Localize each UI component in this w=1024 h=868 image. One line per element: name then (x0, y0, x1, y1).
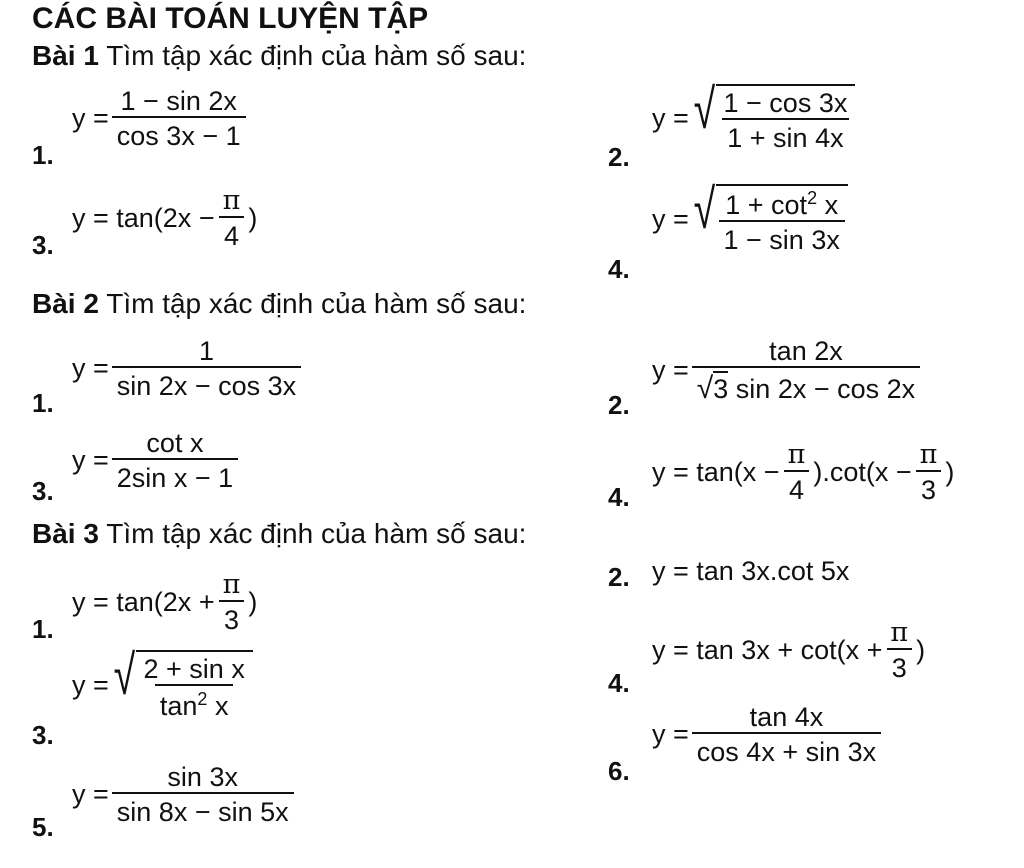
denominator: cos 4x + sin 3x (692, 732, 881, 767)
item-number: 4. (608, 254, 630, 284)
exercise-label: Bài 1 (32, 40, 99, 71)
radical-sign: √ (693, 177, 715, 240)
eq-sign: y = (72, 670, 109, 701)
item-number: 4. (608, 482, 630, 512)
fraction (719, 188, 845, 255)
formula-b3-5 (72, 762, 297, 827)
exponent: 2 (197, 689, 208, 710)
formula-text: y = tan 3x.cot 5x (652, 556, 850, 586)
numerator: cot x (146, 428, 204, 458)
formula-b1-2 (652, 77, 855, 154)
formula-text: y = tan 3x + cot(x + (652, 635, 883, 666)
eq-sign: y = (72, 103, 109, 134)
denominator (692, 366, 920, 406)
item-number: 1. (32, 614, 54, 644)
formula-text: ) (248, 587, 258, 618)
denominator: 3 (219, 600, 244, 635)
numerator: π (890, 617, 909, 648)
denominator: 1 + sin 4x (722, 118, 848, 153)
square-root (689, 77, 856, 154)
formula-b3-6 (652, 702, 884, 767)
numerator: 1 − sin 2x (120, 86, 237, 116)
formula-text: y = tan(x − (652, 457, 780, 488)
item-number: 5. (32, 812, 54, 842)
denominator-part: x (214, 691, 229, 722)
item-number: 2. (608, 390, 630, 420)
fraction (719, 88, 853, 153)
item-number: 1. (32, 140, 54, 170)
exercise-1-heading (32, 40, 526, 72)
fraction (218, 186, 246, 251)
formula-text: y = tan(2x + (72, 587, 215, 618)
formula-b1-1 (72, 86, 249, 151)
radicand (136, 650, 253, 721)
inline-root (697, 371, 729, 406)
numerator: 1 − cos 3x (723, 88, 848, 118)
exercise-instruction: Tìm tập xác định của hàm số sau: (106, 288, 527, 319)
denominator: 4 (219, 216, 244, 251)
numerator: tan 2x (769, 336, 843, 366)
radical-sign: √ (696, 372, 714, 406)
formula-b1-4 (652, 177, 848, 256)
formula-b3-1 (72, 570, 257, 635)
fraction (692, 336, 920, 406)
numerator: tan 4x (749, 702, 824, 732)
denominator: sin 2x − cos 3x (112, 366, 301, 401)
denominator-part: sin 2x − cos 2x (735, 374, 916, 405)
eq-sign: y = (652, 204, 689, 235)
page-title: CÁC BÀI TOÁN LUYỆN TẬP (32, 2, 429, 35)
formula-b3-2 (652, 558, 849, 585)
formula-text: ) (916, 635, 926, 666)
formula-b1-3 (72, 186, 257, 251)
numerator: π (787, 439, 806, 470)
numerator: π (222, 185, 241, 216)
eq-sign: y = (652, 103, 689, 134)
exercise-instruction: Tìm tập xác định của hàm số sau: (106, 518, 527, 549)
eq-sign: y = (652, 719, 689, 750)
square-root (689, 177, 848, 256)
fraction (112, 336, 301, 401)
radical-sign: √ (113, 643, 135, 706)
numerator-part: x (824, 190, 839, 220)
formula-b2-3 (72, 428, 241, 493)
fraction (783, 440, 811, 505)
fraction (218, 570, 246, 635)
item-number: 2. (608, 142, 630, 172)
formula-text: ).cot(x − (813, 457, 912, 488)
exercise-label: Bài 2 (32, 288, 99, 319)
eq-sign: y = (652, 355, 689, 386)
denominator-part: tan (159, 691, 198, 722)
formula-b2-1 (72, 336, 304, 401)
numerator (720, 188, 843, 220)
item-number: 3. (32, 476, 54, 506)
denominator: cos 3x − 1 (112, 116, 246, 151)
item-number: 6. (608, 756, 630, 786)
denominator: 1 − sin 3x (719, 220, 845, 255)
item-number: 3. (32, 230, 54, 260)
formula-text: ) (248, 203, 258, 234)
numerator-part: 1 + cot (725, 190, 808, 220)
fraction (885, 618, 913, 683)
square-root (109, 643, 253, 722)
numerator: 1 (198, 336, 214, 366)
numerator: π (222, 569, 241, 600)
fraction (139, 654, 250, 721)
denominator (155, 684, 234, 721)
item-number: 1. (32, 388, 54, 418)
denominator: 4 (784, 470, 809, 505)
exercise-2-heading (32, 288, 526, 320)
formula-text: ) (945, 457, 955, 488)
item-number: 2. (608, 562, 630, 592)
eq-sign: y = (72, 353, 109, 384)
numerator: 2 + sin x (143, 654, 245, 684)
radicand: 3 (713, 371, 728, 404)
exercise-3-heading (32, 518, 526, 550)
exercise-label: Bài 3 (32, 518, 99, 549)
denominator: 3 (887, 648, 912, 683)
item-number: 3. (32, 720, 54, 750)
formula-b3-4 (652, 618, 925, 683)
exercise-instruction: Tìm tập xác định của hàm số sau: (106, 40, 527, 71)
radical-sign: √ (693, 77, 715, 140)
exponent: 2 (807, 188, 818, 208)
denominator: 2sin x − 1 (112, 458, 238, 493)
denominator: 3 (916, 470, 941, 505)
radicand (716, 84, 856, 153)
formula-text: y = tan(2x − (72, 203, 215, 234)
eq-sign: y = (72, 445, 109, 476)
radicand (716, 184, 848, 255)
denominator: sin 8x − sin 5x (112, 792, 294, 827)
numerator: sin 3x (167, 762, 238, 792)
formula-b2-4 (652, 440, 954, 505)
numerator: π (919, 439, 938, 470)
fraction (915, 440, 943, 505)
fraction (692, 702, 881, 767)
fraction (112, 762, 294, 827)
eq-sign: y = (72, 779, 109, 810)
formula-b2-2 (652, 336, 923, 406)
item-number: 4. (608, 668, 630, 698)
formula-b3-3 (72, 643, 253, 722)
fraction (112, 86, 246, 151)
fraction (112, 428, 238, 493)
